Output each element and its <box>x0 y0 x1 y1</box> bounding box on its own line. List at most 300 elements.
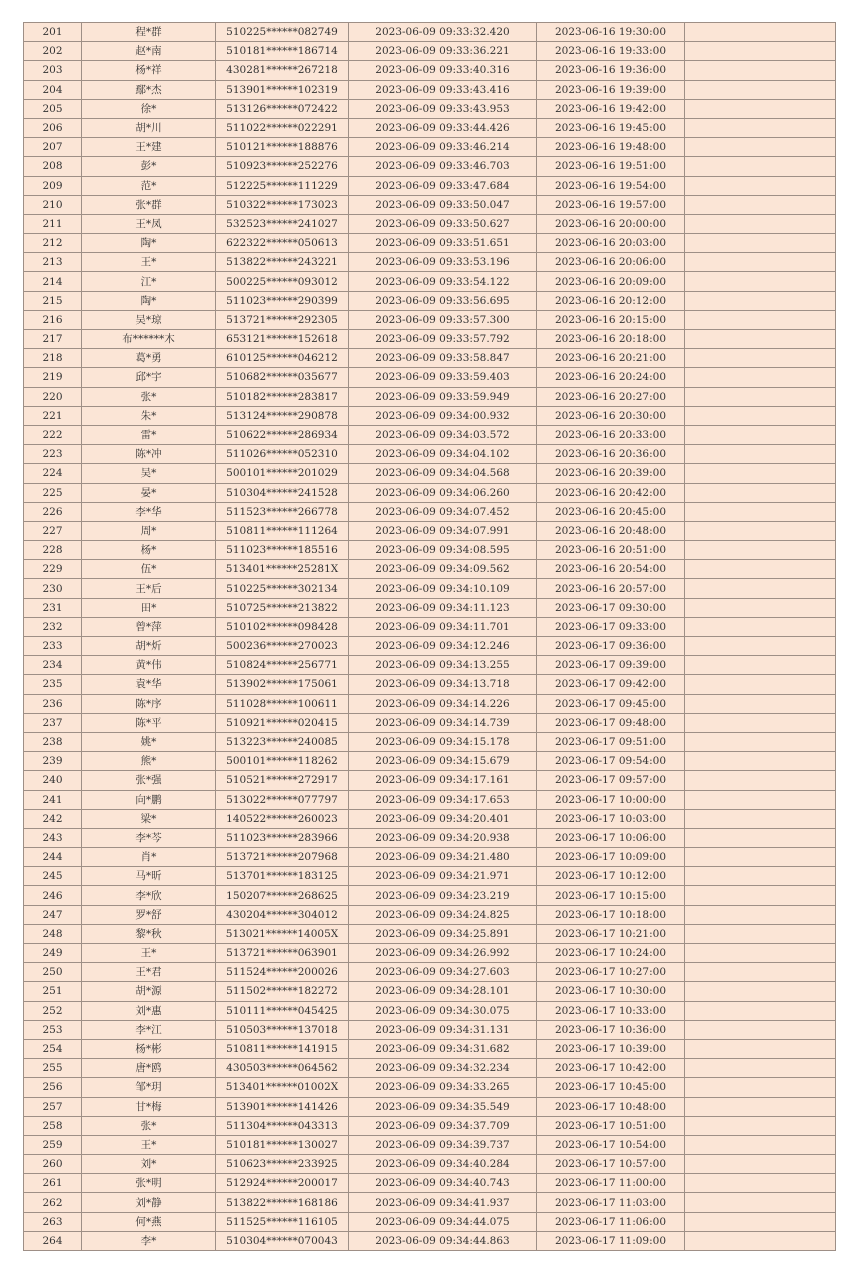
submitted-time-cell: 2023-06-09 09:34:41.937 <box>349 1193 537 1212</box>
submitted-time-cell: 2023-06-09 09:33:46.214 <box>349 138 537 157</box>
remarks-cell <box>685 1078 836 1097</box>
name-cell: 唐*鸥 <box>82 1059 216 1078</box>
name-cell: 袁*华 <box>82 675 216 694</box>
submitted-time-cell: 2023-06-09 09:34:13.718 <box>349 675 537 694</box>
name-cell: 张*强 <box>82 771 216 790</box>
id-number-cell: 513721******207968 <box>216 848 349 867</box>
appointment-time-cell: 2023-06-17 10:09:00 <box>537 848 685 867</box>
name-cell: 葛*勇 <box>82 349 216 368</box>
appointment-time-cell: 2023-06-16 20:36:00 <box>537 445 685 464</box>
remarks-cell <box>685 214 836 233</box>
appointment-time-cell: 2023-06-16 20:45:00 <box>537 502 685 521</box>
table-row <box>24 1020 836 1039</box>
table-row <box>24 272 836 291</box>
row-number-cell: 214 <box>24 272 82 291</box>
name-cell: 吴*琼 <box>82 310 216 329</box>
id-number-cell: 510811******111264 <box>216 521 349 540</box>
appointment-time-cell: 2023-06-16 20:06:00 <box>537 253 685 272</box>
remarks-cell <box>685 656 836 675</box>
row-number-cell: 245 <box>24 867 82 886</box>
submitted-time-cell: 2023-06-09 09:34:14.226 <box>349 694 537 713</box>
table-row <box>24 368 836 387</box>
table-row <box>24 732 836 751</box>
row-number-cell: 263 <box>24 1212 82 1231</box>
remarks-cell <box>685 675 836 694</box>
row-number-cell: 250 <box>24 963 82 982</box>
row-number-cell: 226 <box>24 502 82 521</box>
name-cell: 马*昕 <box>82 867 216 886</box>
remarks-cell <box>685 406 836 425</box>
submitted-time-cell: 2023-06-09 09:33:32.420 <box>349 23 537 42</box>
name-cell: 王*建 <box>82 138 216 157</box>
id-number-cell: 511523******266778 <box>216 502 349 521</box>
appointment-time-cell: 2023-06-17 10:18:00 <box>537 905 685 924</box>
submitted-time-cell: 2023-06-09 09:34:13.255 <box>349 656 537 675</box>
registration-table <box>23 22 836 1251</box>
submitted-time-cell: 2023-06-09 09:34:09.562 <box>349 560 537 579</box>
table-row <box>24 1059 836 1078</box>
id-number-cell: 512924******200017 <box>216 1174 349 1193</box>
id-number-cell: 510923******252276 <box>216 157 349 176</box>
appointment-time-cell: 2023-06-16 20:27:00 <box>537 387 685 406</box>
appointment-time-cell: 2023-06-17 10:57:00 <box>537 1155 685 1174</box>
remarks-cell <box>685 944 836 963</box>
id-number-cell: 511525******116105 <box>216 1212 349 1231</box>
id-number-cell: 430503******064562 <box>216 1059 349 1078</box>
remarks-cell <box>685 61 836 80</box>
appointment-time-cell: 2023-06-17 09:30:00 <box>537 598 685 617</box>
submitted-time-cell: 2023-06-09 09:33:36.221 <box>349 42 537 61</box>
appointment-time-cell: 2023-06-17 09:45:00 <box>537 694 685 713</box>
id-number-cell: 513721******063901 <box>216 944 349 963</box>
id-number-cell: 510102******098428 <box>216 617 349 636</box>
submitted-time-cell: 2023-06-09 09:34:20.401 <box>349 809 537 828</box>
id-number-cell: 513022******077797 <box>216 790 349 809</box>
remarks-cell <box>685 42 836 61</box>
name-cell: 李*欣 <box>82 886 216 905</box>
name-cell: 罗*舒 <box>82 905 216 924</box>
table-row <box>24 541 836 560</box>
id-number-cell: 513401******25281X <box>216 560 349 579</box>
name-cell: 彭* <box>82 157 216 176</box>
id-number-cell: 140522******260023 <box>216 809 349 828</box>
submitted-time-cell: 2023-06-09 09:34:44.075 <box>349 1212 537 1231</box>
remarks-cell <box>685 80 836 99</box>
remarks-cell <box>685 330 836 349</box>
row-number-cell: 237 <box>24 713 82 732</box>
name-cell: 肖* <box>82 848 216 867</box>
appointment-time-cell: 2023-06-16 20:00:00 <box>537 214 685 233</box>
submitted-time-cell: 2023-06-09 09:33:43.416 <box>349 80 537 99</box>
row-number-cell: 240 <box>24 771 82 790</box>
row-number-cell: 216 <box>24 310 82 329</box>
submitted-time-cell: 2023-06-09 09:34:17.653 <box>349 790 537 809</box>
table-row <box>24 214 836 233</box>
row-number-cell: 204 <box>24 80 82 99</box>
table-row <box>24 291 836 310</box>
row-number-cell: 258 <box>24 1116 82 1135</box>
appointment-time-cell: 2023-06-17 10:48:00 <box>537 1097 685 1116</box>
remarks-cell <box>685 694 836 713</box>
submitted-time-cell: 2023-06-09 09:33:59.949 <box>349 387 537 406</box>
appointment-time-cell: 2023-06-17 10:45:00 <box>537 1078 685 1097</box>
name-cell: 甘*梅 <box>82 1097 216 1116</box>
row-number-cell: 231 <box>24 598 82 617</box>
remarks-cell <box>685 521 836 540</box>
appointment-time-cell: 2023-06-17 11:09:00 <box>537 1231 685 1250</box>
submitted-time-cell: 2023-06-09 09:33:53.196 <box>349 253 537 272</box>
name-cell: 黎*秋 <box>82 924 216 943</box>
id-number-cell: 513021******14005X <box>216 924 349 943</box>
appointment-time-cell: 2023-06-16 20:18:00 <box>537 330 685 349</box>
name-cell: 李*华 <box>82 502 216 521</box>
table-row <box>24 656 836 675</box>
row-number-cell: 225 <box>24 483 82 502</box>
row-number-cell: 212 <box>24 234 82 253</box>
name-cell: 陈*冲 <box>82 445 216 464</box>
appointment-time-cell: 2023-06-16 20:03:00 <box>537 234 685 253</box>
id-number-cell: 430281******267218 <box>216 61 349 80</box>
submitted-time-cell: 2023-06-09 09:34:15.178 <box>349 732 537 751</box>
remarks-cell <box>685 867 836 886</box>
submitted-time-cell: 2023-06-09 09:34:10.109 <box>349 579 537 598</box>
submitted-time-cell: 2023-06-09 09:34:32.234 <box>349 1059 537 1078</box>
table-row <box>24 886 836 905</box>
name-cell: 杨* <box>82 541 216 560</box>
submitted-time-cell: 2023-06-09 09:34:11.701 <box>349 617 537 636</box>
id-number-cell: 510181******130027 <box>216 1135 349 1154</box>
submitted-time-cell: 2023-06-09 09:34:06.260 <box>349 483 537 502</box>
id-number-cell: 510304******241528 <box>216 483 349 502</box>
row-number-cell: 233 <box>24 637 82 656</box>
row-number-cell: 253 <box>24 1020 82 1039</box>
name-cell: 徐* <box>82 99 216 118</box>
remarks-cell <box>685 445 836 464</box>
row-number-cell: 251 <box>24 982 82 1001</box>
name-cell: 江* <box>82 272 216 291</box>
table-row <box>24 195 836 214</box>
submitted-time-cell: 2023-06-09 09:33:47.684 <box>349 176 537 195</box>
submitted-time-cell: 2023-06-09 09:34:26.992 <box>349 944 537 963</box>
table-row <box>24 637 836 656</box>
appointment-time-cell: 2023-06-17 10:51:00 <box>537 1116 685 1135</box>
id-number-cell: 510811******141915 <box>216 1039 349 1058</box>
id-number-cell: 511028******100611 <box>216 694 349 713</box>
table-row <box>24 234 836 253</box>
remarks-cell <box>685 982 836 1001</box>
remarks-cell <box>685 157 836 176</box>
submitted-time-cell: 2023-06-09 09:33:40.316 <box>349 61 537 80</box>
appointment-time-cell: 2023-06-17 10:06:00 <box>537 828 685 847</box>
name-cell: 田* <box>82 598 216 617</box>
remarks-cell <box>685 1155 836 1174</box>
submitted-time-cell: 2023-06-09 09:34:25.891 <box>349 924 537 943</box>
appointment-time-cell: 2023-06-17 09:48:00 <box>537 713 685 732</box>
row-number-cell: 227 <box>24 521 82 540</box>
name-cell: 王* <box>82 944 216 963</box>
name-cell: 胡*炘 <box>82 637 216 656</box>
submitted-time-cell: 2023-06-09 09:34:24.825 <box>349 905 537 924</box>
name-cell: 王*后 <box>82 579 216 598</box>
name-cell: 伍* <box>82 560 216 579</box>
remarks-cell <box>685 848 836 867</box>
remarks-cell <box>685 483 836 502</box>
remarks-cell <box>685 349 836 368</box>
submitted-time-cell: 2023-06-09 09:34:00.932 <box>349 406 537 425</box>
submitted-time-cell: 2023-06-09 09:34:27.603 <box>349 963 537 982</box>
appointment-time-cell: 2023-06-16 19:30:00 <box>537 23 685 42</box>
submitted-time-cell: 2023-06-09 09:33:50.627 <box>349 214 537 233</box>
name-cell: 梁* <box>82 809 216 828</box>
name-cell: 陈*序 <box>82 694 216 713</box>
name-cell: 吴* <box>82 464 216 483</box>
remarks-cell <box>685 924 836 943</box>
name-cell: 雷* <box>82 425 216 444</box>
submitted-time-cell: 2023-06-09 09:34:44.863 <box>349 1231 537 1250</box>
id-number-cell: 513902******175061 <box>216 675 349 694</box>
appointment-time-cell: 2023-06-16 20:57:00 <box>537 579 685 598</box>
name-cell: 范* <box>82 176 216 195</box>
remarks-cell <box>685 732 836 751</box>
submitted-time-cell: 2023-06-09 09:33:59.403 <box>349 368 537 387</box>
id-number-cell: 511023******283966 <box>216 828 349 847</box>
row-number-cell: 201 <box>24 23 82 42</box>
submitted-time-cell: 2023-06-09 09:34:31.131 <box>349 1020 537 1039</box>
submitted-time-cell: 2023-06-09 09:34:17.161 <box>349 771 537 790</box>
row-number-cell: 232 <box>24 617 82 636</box>
submitted-time-cell: 2023-06-09 09:34:21.480 <box>349 848 537 867</box>
submitted-time-cell: 2023-06-09 09:34:30.075 <box>349 1001 537 1020</box>
submitted-time-cell: 2023-06-09 09:34:12.246 <box>349 637 537 656</box>
remarks-cell <box>685 1059 836 1078</box>
submitted-time-cell: 2023-06-09 09:34:21.971 <box>349 867 537 886</box>
row-number-cell: 220 <box>24 387 82 406</box>
table-row <box>24 867 836 886</box>
table-row <box>24 1039 836 1058</box>
remarks-cell <box>685 828 836 847</box>
submitted-time-cell: 2023-06-09 09:34:28.101 <box>349 982 537 1001</box>
id-number-cell: 510182******283817 <box>216 387 349 406</box>
name-cell: 陈*平 <box>82 713 216 732</box>
row-number-cell: 230 <box>24 579 82 598</box>
table-row <box>24 771 836 790</box>
remarks-cell <box>685 598 836 617</box>
appointment-time-cell: 2023-06-17 09:54:00 <box>537 752 685 771</box>
row-number-cell: 209 <box>24 176 82 195</box>
remarks-cell <box>685 1097 836 1116</box>
name-cell: 张*群 <box>82 195 216 214</box>
row-number-cell: 239 <box>24 752 82 771</box>
submitted-time-cell: 2023-06-09 09:34:04.102 <box>349 445 537 464</box>
remarks-cell <box>685 579 836 598</box>
name-cell: 刘*惠 <box>82 1001 216 1020</box>
name-cell: 熊* <box>82 752 216 771</box>
appointment-time-cell: 2023-06-16 19:57:00 <box>537 195 685 214</box>
name-cell: 张* <box>82 387 216 406</box>
row-number-cell: 222 <box>24 425 82 444</box>
submitted-time-cell: 2023-06-09 09:33:46.703 <box>349 157 537 176</box>
name-cell: 何*燕 <box>82 1212 216 1231</box>
table-row <box>24 675 836 694</box>
remarks-cell <box>685 310 836 329</box>
table-row <box>24 464 836 483</box>
table-row <box>24 406 836 425</box>
table-row <box>24 713 836 732</box>
submitted-time-cell: 2023-06-09 09:34:39.737 <box>349 1135 537 1154</box>
appointment-time-cell: 2023-06-16 20:54:00 <box>537 560 685 579</box>
id-number-cell: 510181******186714 <box>216 42 349 61</box>
name-cell: 王* <box>82 253 216 272</box>
appointment-time-cell: 2023-06-17 10:21:00 <box>537 924 685 943</box>
table-row <box>24 1231 836 1250</box>
row-number-cell: 247 <box>24 905 82 924</box>
table-row <box>24 157 836 176</box>
name-cell: 李*江 <box>82 1020 216 1039</box>
remarks-cell <box>685 1001 836 1020</box>
table-row <box>24 138 836 157</box>
table-row <box>24 483 836 502</box>
appointment-time-cell: 2023-06-17 09:42:00 <box>537 675 685 694</box>
appointment-time-cell: 2023-06-17 09:51:00 <box>537 732 685 751</box>
submitted-time-cell: 2023-06-09 09:34:20.938 <box>349 828 537 847</box>
submitted-time-cell: 2023-06-09 09:34:04.568 <box>349 464 537 483</box>
submitted-time-cell: 2023-06-09 09:34:07.452 <box>349 502 537 521</box>
id-number-cell: 150207******268625 <box>216 886 349 905</box>
appointment-time-cell: 2023-06-16 19:48:00 <box>537 138 685 157</box>
appointment-time-cell: 2023-06-16 20:24:00 <box>537 368 685 387</box>
id-number-cell: 510824******256771 <box>216 656 349 675</box>
submitted-time-cell: 2023-06-09 09:33:43.953 <box>349 99 537 118</box>
id-number-cell: 510322******173023 <box>216 195 349 214</box>
appointment-time-cell: 2023-06-16 20:33:00 <box>537 425 685 444</box>
remarks-cell <box>685 790 836 809</box>
table-row <box>24 963 836 982</box>
row-number-cell: 243 <box>24 828 82 847</box>
submitted-time-cell: 2023-06-09 09:34:14.739 <box>349 713 537 732</box>
appointment-time-cell: 2023-06-16 20:15:00 <box>537 310 685 329</box>
submitted-time-cell: 2023-06-09 09:34:31.682 <box>349 1039 537 1058</box>
submitted-time-cell: 2023-06-09 09:34:33.265 <box>349 1078 537 1097</box>
appointment-time-cell: 2023-06-17 09:57:00 <box>537 771 685 790</box>
id-number-cell: 500101******118262 <box>216 752 349 771</box>
remarks-cell <box>685 1231 836 1250</box>
row-number-cell: 256 <box>24 1078 82 1097</box>
appointment-time-cell: 2023-06-16 20:12:00 <box>537 291 685 310</box>
appointment-time-cell: 2023-06-16 19:45:00 <box>537 118 685 137</box>
appointment-time-cell: 2023-06-16 20:39:00 <box>537 464 685 483</box>
row-number-cell: 223 <box>24 445 82 464</box>
row-number-cell: 224 <box>24 464 82 483</box>
row-number-cell: 229 <box>24 560 82 579</box>
appointment-time-cell: 2023-06-16 19:42:00 <box>537 99 685 118</box>
table-row <box>24 23 836 42</box>
remarks-cell <box>685 560 836 579</box>
remarks-cell <box>685 752 836 771</box>
id-number-cell: 510921******020415 <box>216 713 349 732</box>
submitted-time-cell: 2023-06-09 09:33:56.695 <box>349 291 537 310</box>
row-number-cell: 221 <box>24 406 82 425</box>
id-number-cell: 622322******050613 <box>216 234 349 253</box>
id-number-cell: 653121******152618 <box>216 330 349 349</box>
appointment-time-cell: 2023-06-17 10:54:00 <box>537 1135 685 1154</box>
row-number-cell: 211 <box>24 214 82 233</box>
id-number-cell: 513701******183125 <box>216 867 349 886</box>
table-row <box>24 1097 836 1116</box>
table-row <box>24 598 836 617</box>
id-number-cell: 513401******01002X <box>216 1078 349 1097</box>
remarks-cell <box>685 138 836 157</box>
id-number-cell: 513901******141426 <box>216 1097 349 1116</box>
name-cell: 王*君 <box>82 963 216 982</box>
id-number-cell: 510622******286934 <box>216 425 349 444</box>
name-cell: 邹*玥 <box>82 1078 216 1097</box>
name-cell: 张*明 <box>82 1174 216 1193</box>
name-cell: 姚* <box>82 732 216 751</box>
table-row <box>24 944 836 963</box>
submitted-time-cell: 2023-06-09 09:33:50.047 <box>349 195 537 214</box>
name-cell: 杨*彬 <box>82 1039 216 1058</box>
table-body <box>24 23 836 1251</box>
id-number-cell: 510623******233925 <box>216 1155 349 1174</box>
table-row <box>24 1174 836 1193</box>
name-cell: 王* <box>82 1135 216 1154</box>
appointment-time-cell: 2023-06-17 10:42:00 <box>537 1059 685 1078</box>
row-number-cell: 203 <box>24 61 82 80</box>
remarks-cell <box>685 1116 836 1135</box>
table-row <box>24 349 836 368</box>
table-row <box>24 1001 836 1020</box>
appointment-time-cell: 2023-06-16 20:21:00 <box>537 349 685 368</box>
appointment-time-cell: 2023-06-16 19:36:00 <box>537 61 685 80</box>
id-number-cell: 511304******043313 <box>216 1116 349 1135</box>
remarks-cell <box>685 234 836 253</box>
appointment-time-cell: 2023-06-17 10:30:00 <box>537 982 685 1001</box>
submitted-time-cell: 2023-06-09 09:34:35.549 <box>349 1097 537 1116</box>
table-row <box>24 387 836 406</box>
appointment-time-cell: 2023-06-17 10:27:00 <box>537 963 685 982</box>
table-row <box>24 330 836 349</box>
appointment-time-cell: 2023-06-17 11:06:00 <box>537 1212 685 1231</box>
table-row <box>24 1212 836 1231</box>
id-number-cell: 510225******082749 <box>216 23 349 42</box>
table-row <box>24 790 836 809</box>
remarks-cell <box>685 1135 836 1154</box>
name-cell: 黄*伟 <box>82 656 216 675</box>
row-number-cell: 244 <box>24 848 82 867</box>
remarks-cell <box>685 905 836 924</box>
row-number-cell: 248 <box>24 924 82 943</box>
appointment-time-cell: 2023-06-17 11:00:00 <box>537 1174 685 1193</box>
row-number-cell: 205 <box>24 99 82 118</box>
name-cell: 赵*南 <box>82 42 216 61</box>
table-row <box>24 828 836 847</box>
id-number-cell: 511023******185516 <box>216 541 349 560</box>
appointment-time-cell: 2023-06-16 19:54:00 <box>537 176 685 195</box>
appointment-time-cell: 2023-06-17 09:39:00 <box>537 656 685 675</box>
table-row <box>24 502 836 521</box>
name-cell: 程*群 <box>82 23 216 42</box>
id-number-cell: 513124******290878 <box>216 406 349 425</box>
remarks-cell <box>685 1174 836 1193</box>
appointment-time-cell: 2023-06-17 10:24:00 <box>537 944 685 963</box>
row-number-cell: 202 <box>24 42 82 61</box>
name-cell: 陶* <box>82 234 216 253</box>
submitted-time-cell: 2023-06-09 09:33:44.426 <box>349 118 537 137</box>
remarks-cell <box>685 1039 836 1058</box>
remarks-cell <box>685 637 836 656</box>
remarks-cell <box>685 502 836 521</box>
name-cell: 周* <box>82 521 216 540</box>
